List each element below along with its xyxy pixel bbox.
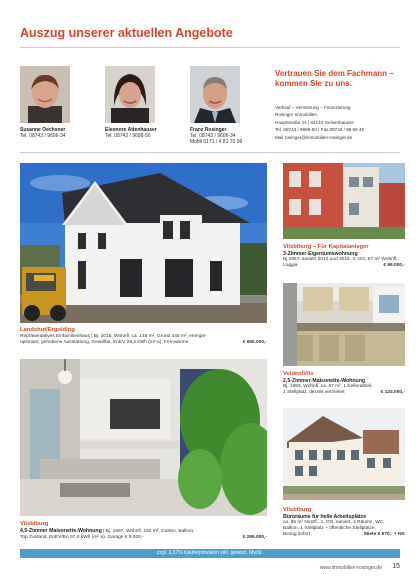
listing-kapitalanleger — [283, 244, 405, 269]
contact-mail: Mail rosinger@immobilien-rosinger.de — [275, 134, 353, 140]
agent-name: Eleonore Attenhauser — [105, 127, 157, 133]
listing-landshut — [20, 327, 267, 346]
house-photo — [20, 163, 267, 323]
listing-maisonette — [20, 521, 267, 541]
apartment-block-photo — [283, 163, 405, 239]
contact-company: Rosinger Immobilien — [275, 112, 317, 118]
listing-desc: Top Zustand, EnEV/BA 97,0 kWh (m²·a), Garage € 9.000,- — [20, 535, 144, 540]
agent-phone: Tel. 08743 / 9606-34 — [190, 133, 236, 139]
listing-headline: Vilsbiburg — [283, 507, 312, 513]
agent-mobile: Mobil 0171 / 4 81 70 99 — [190, 139, 243, 145]
listing-headline: Vilsbiburg — [20, 521, 49, 527]
kitchen-photo — [283, 283, 405, 366]
contact-services: Verkauf – Vermietung – Finanzierung — [275, 105, 351, 110]
agent-photo-rosinger — [190, 66, 240, 123]
listing-buero — [283, 507, 405, 538]
contact-block — [275, 104, 410, 141]
commission-note: zzgl. 3,57% Käuferprovision inkl. gesetzl. MwSt. — [156, 550, 264, 556]
listing-price: € 650.000,- — [242, 340, 267, 345]
listing-subtitle: Büroräume für helle Arbeitsplätze — [283, 514, 367, 520]
listing-subtitle: 4,5-Zimmer Maisonette-Wohnung — [20, 528, 102, 534]
listing-desc: Bezug sofort — [283, 532, 310, 537]
agent-phone: Tel. 08743 / 9606-34 — [20, 133, 66, 139]
header-divider — [20, 152, 400, 153]
listing-price: € 124.000,- — [380, 390, 405, 395]
title-divider — [20, 47, 400, 48]
listing-headline: Vilsbiburg – Für Kapitalanleger — [283, 244, 369, 250]
listing-price: € 295.000,- — [242, 535, 267, 540]
listing-desc: Bj. 1993, Wohnfl. ca. 67 m², 1.Kellerabteil, — [283, 384, 373, 389]
office-building-photo — [283, 408, 405, 500]
listing-desc: 1 Stellplatz, derzeit vermietet — [283, 390, 345, 395]
listing-desc: ca. 95 m² Nutzfl., 1. OG, saniert, 4 Räume, WC, — [283, 520, 385, 525]
contact-address: Hauptstraße 24 | 84144 Geisenhausen — [275, 119, 355, 125]
listing-desc: | Bj. 1997, Wohnfl. 154 m², Garten, Balkon, — [101, 529, 195, 534]
listing-headline: Velden/Vils — [283, 371, 314, 377]
listing-velden — [283, 371, 405, 396]
listing-desc: Bj.1957, saniert 2012 und 2015, 3. OG, 67 m² Wohnfl., Loggia — [283, 257, 399, 268]
living-room-photo — [20, 359, 267, 516]
listing-desc: Balkon, 1 Stellplatz + öffentliche Stellplätze, — [283, 526, 376, 531]
website-link[interactable]: www.immobilien-rosinger.de — [319, 565, 382, 571]
listing-subtitle: 3-Zimmer-Eigentumswohnung — [283, 251, 358, 257]
agent-name: Susanne Oechsner — [20, 127, 66, 133]
listing-headline: Landshut/Ergolding — [20, 327, 75, 333]
agent-name: Franz Rosinger — [190, 127, 227, 133]
contact-phones: Tel. 08743 / 9698-50 | Fax 08743 / 96 98 49 — [275, 127, 365, 133]
agent-photo-attenhauser — [105, 66, 155, 123]
page-title: Auszug unserer aktuellen Angebote — [20, 26, 233, 40]
listing-desc: Repräsentatives Einfamilienhaus | Bj. 2015, Wohnfl. ca. 148 m², Grund 440 m², energie-optimiert, gehobene Ausstattung, Gewölbe, EnEV 28,2 kWh (m²·a), Fernwärme — [20, 334, 207, 345]
agent-photo-oechsner — [20, 66, 70, 123]
slogan: Vertrauen Sie dem Fachmann – kommen Sie zu uns. — [275, 69, 394, 88]
listing-price: Miete € 570,- + NK — [364, 532, 405, 537]
agent-phone: Tel. 08743 / 9698-50 — [105, 133, 151, 139]
listing-subtitle: 2,5-Zimmer-Maisonette-Wohnung — [283, 378, 366, 384]
listing-price: € 99.000,- — [383, 263, 405, 268]
page-number: 15 — [392, 563, 400, 570]
